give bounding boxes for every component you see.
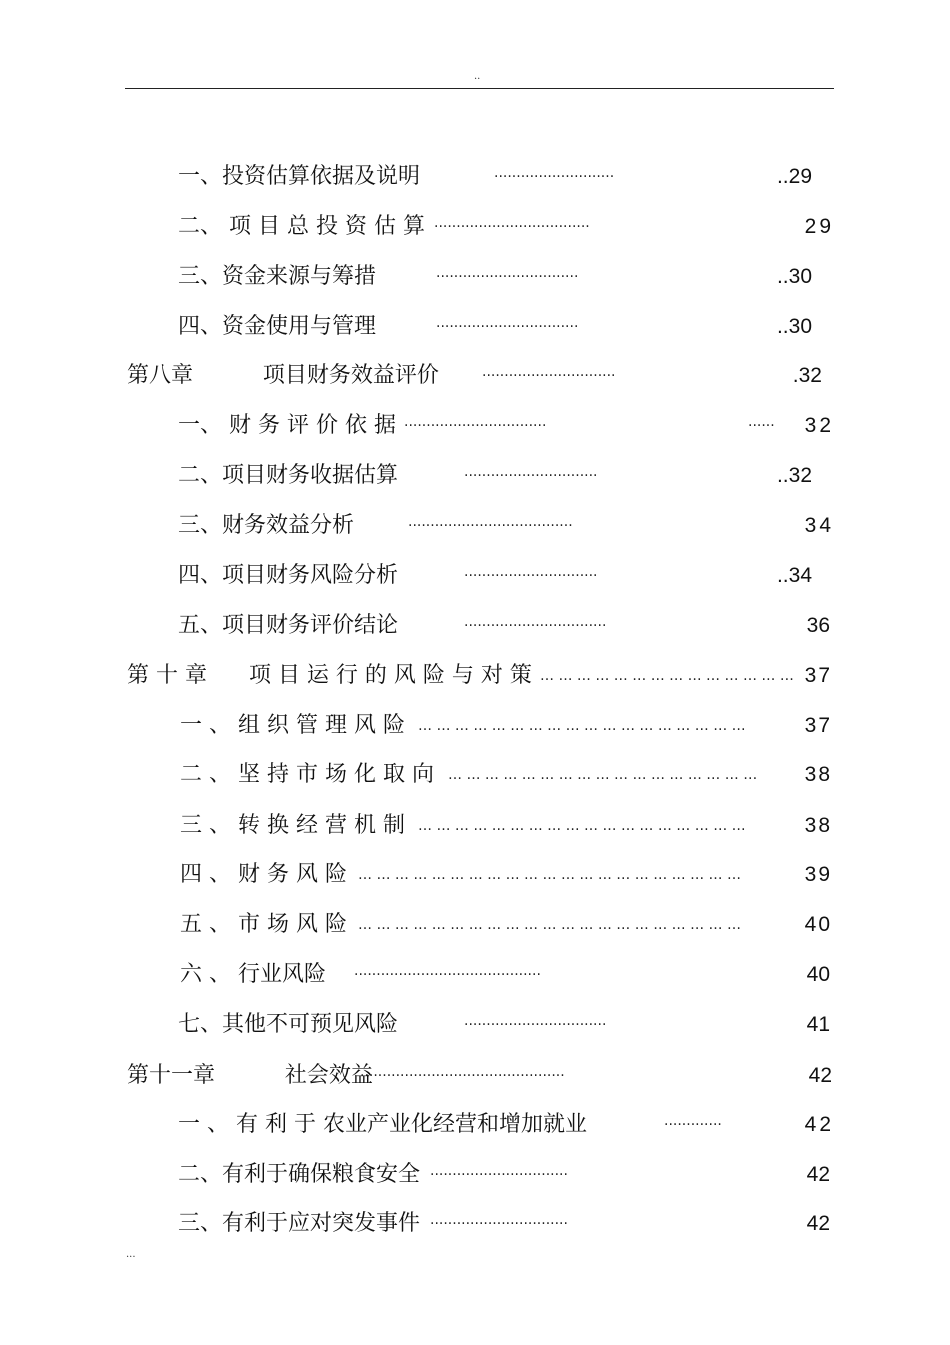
toc-entry-leader: ······························	[464, 568, 598, 584]
toc-entry-leader: … … … … … … … … … … … … … … … … … …	[418, 718, 746, 734]
toc-entry-label: 二、项目财务收据估算	[178, 463, 399, 488]
toc-entry-leader: ······	[748, 418, 775, 434]
toc-entry-page: 42	[806, 1212, 830, 1235]
toc-entry[interactable]	[0, 609, 950, 643]
toc-entry-leader: ································	[436, 269, 579, 285]
toc-chapter-label: 第十一章 社会效益	[127, 1063, 373, 1088]
toc-chapter-leader: ······························	[482, 368, 616, 384]
toc-entry-label: 三、有利于应对突发事件	[178, 1211, 421, 1236]
toc-chapter-page: 37	[804, 664, 832, 687]
toc-entry-leader: … … … … … … … … … … … … … … … … … …	[418, 818, 746, 834]
toc-entry-page: ..32	[776, 464, 812, 487]
toc-chapter-label: 第 十 章 项 目 运 行 的 风 险 与 对 策	[127, 663, 532, 688]
toc-entry[interactable]	[0, 908, 950, 942]
toc-entry-page: 40	[804, 913, 832, 936]
toc-entry-page: 38	[804, 814, 832, 837]
toc-entry-label: 一 、 有 利 于 农业产业化经营和增加就业	[178, 1112, 587, 1137]
toc-entry-page: 38	[804, 763, 832, 786]
toc-entry-page: 42	[806, 1163, 830, 1186]
toc-entry-page: 29	[804, 215, 834, 238]
toc-entry[interactable]	[0, 958, 950, 992]
toc-entry-label: 二、 项 目 总 投 资 估 算	[178, 214, 425, 239]
toc-entry-leader: ·····································	[408, 518, 573, 534]
toc-entry[interactable]	[0, 858, 950, 892]
toc-entry-page: 34	[804, 514, 834, 537]
toc-entry-leader: … … … … … … … … … … … … … … … … …	[448, 767, 758, 783]
header-mark: ..	[474, 71, 481, 82]
toc-entry-leader: ································	[464, 618, 607, 634]
toc-entry-page: 36	[806, 614, 830, 637]
toc-entry-label: 一、投资估算依据及说明	[178, 164, 421, 189]
toc-entry[interactable]	[0, 758, 950, 792]
toc-entry-label: 三、资金来源与筹措	[178, 264, 377, 289]
toc-chapter-page: .32	[792, 364, 822, 387]
toc-entry[interactable]	[0, 1108, 950, 1142]
toc-entry-page: ..29	[776, 165, 812, 188]
toc-entry-page: 39	[804, 863, 832, 886]
toc-entry-label: 一 、 组 织 管 理 风 险	[180, 713, 405, 738]
toc-entry[interactable]	[0, 210, 950, 244]
toc-entry[interactable]	[0, 559, 950, 593]
toc-entry-leader: ·······························	[430, 1216, 568, 1232]
toc-entry-label: 五 、 市 场 风 险	[180, 912, 347, 937]
toc-entry-page: 41	[806, 1013, 830, 1036]
toc-entry-label: 六 、 行业风险	[180, 962, 326, 987]
toc-chapter[interactable]	[0, 659, 950, 693]
footer-mark: ...	[126, 1249, 136, 1260]
toc-entry-page: ..30	[776, 315, 812, 338]
toc-entry-leader: ································	[404, 418, 547, 434]
toc-entry-leader: ······························	[464, 468, 598, 484]
toc-entry-leader: ···································	[434, 219, 590, 235]
toc-entry-label: 三、财务效益分析	[178, 513, 355, 538]
toc-entry-leader: ·············	[664, 1117, 722, 1133]
toc-entry-page: 42	[804, 1113, 834, 1136]
toc-entry[interactable]	[0, 409, 950, 443]
toc-chapter[interactable]	[0, 1059, 950, 1093]
toc-chapter[interactable]	[0, 359, 950, 393]
toc-entry[interactable]	[0, 1207, 950, 1241]
toc-entry-page: ..34	[776, 564, 812, 587]
toc-entry-label: 三 、 转 换 经 营 机 制	[180, 813, 405, 838]
toc-entry-leader: ································	[464, 1017, 607, 1033]
toc-chapter-leader: ··············································	[360, 1068, 565, 1084]
toc-entry[interactable]	[0, 160, 950, 194]
toc-entry-leader: ·······························	[430, 1167, 568, 1183]
toc-entry-label: 七、其他不可预见风险	[178, 1012, 399, 1037]
toc-entry-label: 一、 财 务 评 价 依 据	[178, 413, 396, 438]
toc-entry[interactable]	[0, 709, 950, 743]
toc-entry[interactable]	[0, 1008, 950, 1042]
toc-entry-page: 40	[806, 963, 830, 986]
toc-entry-label: 二、有利于确保粮食安全	[178, 1162, 421, 1187]
toc-entry[interactable]	[0, 509, 950, 543]
toc-entry-leader: ··········································	[354, 967, 541, 983]
toc-entry-label: 四、资金使用与管理	[178, 314, 377, 339]
toc-chapter-label: 第八章 项目财务效益评价	[127, 363, 439, 388]
toc-entry-page: 32	[804, 414, 834, 437]
toc-entry-leader: … … … … … … … … … … … … … … … … … … … … …	[358, 867, 742, 883]
toc-entry-page: 37	[804, 714, 832, 737]
toc-chapter-leader: … … … … … … … … … … … … … …	[540, 668, 794, 684]
toc-entry-label: 五、项目财务评价结论	[178, 613, 399, 638]
toc-entry[interactable]	[0, 1158, 950, 1192]
toc-entry[interactable]	[0, 459, 950, 493]
toc-entry-leader: … … … … … … … … … … … … … … … … … … … … …	[358, 917, 742, 933]
toc-entry-label: 二 、 坚 持 市 场 化 取 向	[180, 762, 434, 787]
toc-entry[interactable]	[0, 310, 950, 344]
toc-entry-label: 四 、 财 务 风 险	[180, 862, 347, 887]
toc-entry[interactable]	[0, 260, 950, 294]
toc-entry-leader: ································	[436, 319, 579, 335]
toc-entry-leader: ···························	[494, 169, 615, 185]
toc-entry-page: ..30	[776, 265, 812, 288]
toc-entry[interactable]	[0, 809, 950, 843]
toc-chapter-page: 42	[808, 1064, 832, 1087]
toc-entry-label: 四、项目财务风险分析	[178, 563, 399, 588]
